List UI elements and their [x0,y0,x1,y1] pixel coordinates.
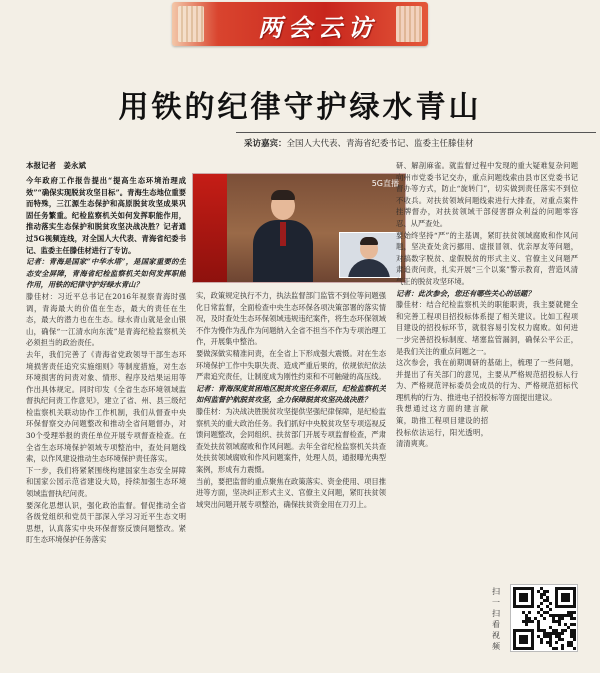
qr-module [567,599,570,602]
paragraph: 要深化思想认识，强化政治监督。督促推动全省各级党组织和党员干部深入学习习近平生态文明思想，认真落实中央环保督察反馈问题整改。紧盯生态环境保护任务落实 [26,500,186,545]
article-headline: 用铁的纪律守护绿水青山 [118,90,482,125]
hair [271,190,295,200]
question-paragraph: 记者：此次参会，您还有哪些关心的话题？ [396,288,535,298]
qr-module [573,647,576,650]
question-paragraph: 记者：青海是国家“中华水塔”，是国家重要的生态安全屏障，青海省纪检监察机关如何发挥职能作用，用铁的纪律守护好绿水青山？ [26,257,186,290]
section-banner [172,2,428,46]
paragraph: 我想通过这方面的建言献策，助推工程项目建设的招投标依法运行，阳光透明，清清爽爽。 [396,404,488,449]
tie [280,222,286,246]
paragraph: 去年，我们完善了《青海省党政领导干部生态环境损害责任追究实施细则》等制度措施，对生态环境损害的问责对象、情形、程序及结果运用等作出具体规定。同时印发《全省生态环境领域监督执纪问责工作意见》，建立了省、州、县三级纪检监察机关联动协作工作机制，我们从督查中央环保督察交办问题整改和推动全省问题督办，对30个受理举报的责任单位开展专项督查检查。在全省生态环境保护领域专项整治中，查处问题线索，以作风建设推动生态环境保护责任落实。 [26,349,186,464]
article-subtitle [244,137,474,149]
paragraph: 要始终坚持“严”的主基调，紧盯扶贫领域腐败和作风问题，坚决查处贪污挪用、虚报冒领、优亲厚友等问题，对搞数字脱贫、虚假脱贫的形式主义、官僚主义问题严肃追责问责，扎实开展“三个以案”警示教育，营造风清气正的脱贫攻坚环境。 [396,230,578,286]
qr-module [558,623,561,626]
subtitle-guest: 全国人大代表、青海省纪委书记、监委主任滕佳材 [286,139,474,149]
qr-module [543,617,546,620]
qr-module [525,623,528,626]
paragraph: 滕佳材：习近平总书记在2016年视察青海时强调，青海最大的价值在生态，最大的责任在生态，最大的潜力也在生态。绿水青山就是金山银山，确保“一江清水向东流”是青海纪检监察机关必须担当的政治责任。 [26,291,186,348]
qr-module [555,641,558,644]
article-column-1 [26,160,186,660]
qr-module [561,647,564,650]
question-paragraph: 记者：青海深度贫困地区脱贫攻坚任务艰巨，纪检监察机关如何监督护航脱贫攻坚，全力保障脱贫攻坚决战决胜？ [196,383,386,405]
qr-module [531,605,534,608]
flag-background [193,174,227,282]
qr-module [549,602,552,605]
article-column-2 [196,290,386,660]
reporter-inset-video [339,232,401,278]
reporter-suit [348,259,390,278]
interviewee-figure [253,192,313,282]
paragraph: 当前，要把监督的重点聚焦在政策落实、资金使用、项目推进等方面，坚决纠正形式主义、官僚主义问题，紧盯扶贫领域突出问题开展专项整治，确保扶贫资金用在刀刃上。 [196,476,386,509]
qr-module [573,623,576,626]
paragraph: 要做深做实精准问责，在全省上下形成强大震慑。对在生态环境保护工作中失职失责、造成严重后果的，依规依纪依法严肃追究责任，让制度成为刚性约束和不可触碰的高压线。 [196,348,386,382]
banner-column-decoration-left [178,6,204,42]
qr-module [531,620,534,623]
paragraph: 下一步，我们将紧紧围绕构建国家生态安全屏障和国家公园示范省建设大局，持续加强生态环境领域监督执纪问责。 [26,465,186,499]
reporter-hair [360,237,378,245]
qr-module [561,617,564,620]
qr-module [531,647,534,650]
subtitle-divider [236,132,596,133]
qr-module [546,590,549,593]
reporter-figure [340,233,400,277]
qr-module [549,608,552,611]
banner-title: 两会云访 [258,14,378,42]
qr-module [573,605,576,608]
qr-module [561,638,564,641]
paragraph: 今年政府工作报告提出“提高生态环境治理成效”“确保实现脱贫攻坚目标”。青海生态地位重要而特殊，三江源生态保护和高原脱贫攻坚成果巩固任务繁重。纪检监察机关如何发挥职能作用，推动落实生态保护和脱贫攻坚决战决胜？记者通过5G视频连线，对全国人大代表、青海省纪委书记、监委主任滕佳材进行了专访。 [26,176,186,255]
qr-code[interactable] [510,584,578,652]
paragraph: 研、解剖麻雀。就监督过程中发现的重大疑难复杂问题向州市党委书记交办，重点问题线索由县市区党委书记督办等方式，防止“旋转门”，切实做到责任落实不到位不收兵。对扶贫领域问题线索进行大排查，对重点案件挂牌督办，对扶贫领域干部侵害群众利益的问题零容忍、从严查处。 [396,161,578,228]
qr-module [573,617,576,620]
qr-module [555,647,558,650]
scan-caption: 扫一扫看视频 [492,587,500,651]
live-logo: 5G直播 [371,179,399,188]
qr-module [528,611,531,614]
video-interview-photo [192,173,406,283]
qr-module [573,638,576,641]
qr-module [525,599,528,602]
paragraph: 实，政策规定执行不力，执法监督部门监管不到位等问题强化日常监督，全面检查中央生态环保各项决策部署的落实情况，及时查处生态环保领域违规违纪案件，将生态环保领域不作为慢作为乱作为问题纳入全省不担当不作为专项治理工作，开展集中整治。 [196,291,386,347]
paragraph: 这次参会，我在前期调研的基础上，梳理了一些问题，并提出了有关部门的意见，主要从严格规范招投标人行为、严格规范评标委员会成员的行为、严格规范招标代理机构的行为、推进电子招投标等方面提出建议。 [396,358,578,402]
paragraph: 滕佳材：为决战决胜脱贫攻坚提供坚强纪律保障，是纪检监察机关的重大政治任务。我们抓好中央脱贫攻坚专项巡视反馈问题整改，会同组织、扶贫部门开展专项监督检查，严肃查处扶贫领域腐败和作风问题。去年全省纪检监察机关共查处扶贫领域腐败和作风问题案件，处理人员，通报曝光典型案例，形成有力震慑。 [196,406,386,474]
qr-module [564,629,567,632]
qr-module [561,632,564,635]
qr-module [525,641,528,644]
qr-module [573,611,576,614]
subtitle-prefix: 采访嘉宾： [244,139,287,149]
paragraph: 滕佳材：结合纪检监察机关的职能职责，我主要就健全和完善工程项目招投标体系提了相关建议。比如工程项目建设的招投标环节，就很容易引发权力腐败。如何进一步完善招投标制度、堵塞监管漏洞，确保公平公正，是我们关注的重点问题之一。 [396,300,578,356]
qr-module [540,602,543,605]
article-byline: 本报记者 姜永斌 [26,161,86,170]
qr-module [540,641,543,644]
